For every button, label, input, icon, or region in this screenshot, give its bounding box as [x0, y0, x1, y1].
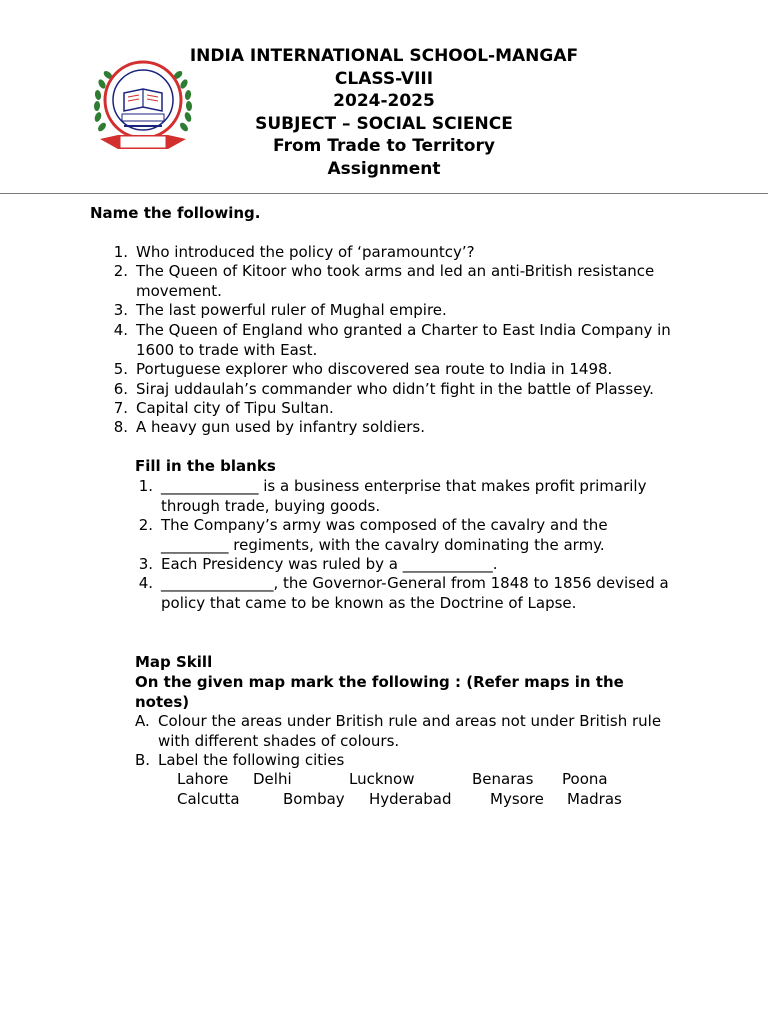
item-number: 4.	[113, 321, 128, 339]
item-text: _____________ is a business enterprise that makes profit primarily through trade, buying goods.	[161, 477, 647, 515]
item-text: Who introduced the policy of ‘paramountcy’?	[136, 243, 475, 261]
list-item	[108, 321, 688, 360]
chapter-title: From Trade to Territory	[273, 136, 495, 157]
item-number: 4.	[138, 574, 153, 592]
item-letter: B.	[135, 751, 151, 769]
list-item	[135, 712, 695, 751]
item-text: Portuguese explorer who discovered sea route to India in 1498.	[136, 360, 613, 378]
item-number: 3.	[113, 301, 128, 319]
item-number: 5.	[113, 360, 128, 378]
city-label: Benaras	[472, 770, 534, 788]
list-item	[108, 380, 688, 400]
city-label: Poona	[562, 770, 608, 788]
list-item	[108, 418, 688, 438]
item-text: The Queen of England who granted a Charter to East India Company in 1600 to trade with East.	[136, 321, 671, 359]
header-divider	[0, 193, 768, 194]
name-section-title: Name the following.	[90, 204, 261, 222]
item-number: 8.	[113, 418, 128, 436]
item-number: 1.	[113, 243, 128, 261]
city-label: Lahore	[177, 770, 229, 788]
list-item	[133, 477, 693, 516]
school-name: INDIA INTERNATIONAL SCHOOL-MANGAF	[189, 46, 579, 66]
item-number: 7.	[113, 399, 128, 417]
list-item	[133, 574, 693, 613]
list-item	[108, 301, 688, 321]
item-text: Colour the areas under British rule and areas not under British rule with different shades of colours.	[158, 712, 662, 750]
list-item	[108, 360, 688, 380]
item-text: A heavy gun used by infantry soldiers.	[136, 418, 425, 436]
item-text: The last powerful ruler of Mughal empire.	[136, 301, 447, 319]
item-text: Siraj uddaulah’s commander who didn’t fight in the battle of Plassey.	[136, 380, 654, 398]
item-number: 2.	[138, 516, 153, 534]
city-label: Calcutta	[177, 790, 240, 808]
item-text: Each Presidency was ruled by a ____________.	[161, 555, 498, 573]
list-item	[133, 555, 693, 575]
item-number: 2.	[113, 262, 128, 280]
item-text: Label the following cities	[158, 751, 345, 769]
map-instruction: On the given map mark the following : (Refer maps in the notes)	[135, 673, 624, 711]
map-section-title: Map Skill	[135, 653, 213, 671]
list-item	[108, 399, 688, 419]
list-item	[108, 262, 688, 301]
class-label: CLASS-VIII	[334, 68, 434, 89]
city-label: Mysore	[490, 790, 544, 808]
city-label: Lucknow	[349, 770, 415, 788]
item-text: _______________, the Governor-General from 1848 to 1856 devised a policy that came to be known as the Doctrine of Lapse.	[161, 574, 669, 612]
academic-year: 2024-2025	[333, 91, 435, 112]
list-item	[108, 243, 688, 263]
item-text: The Queen of Kitoor who took arms and led an anti-British resistance movement.	[136, 262, 655, 300]
item-number: 3.	[138, 555, 153, 573]
list-item	[135, 751, 695, 771]
item-letter: A.	[135, 712, 150, 730]
city-label: Hyderabad	[369, 790, 452, 808]
item-text: Capital city of Tipu Sultan.	[136, 399, 334, 417]
list-item	[133, 516, 693, 555]
item-number: 6.	[113, 380, 128, 398]
city-label: Madras	[567, 790, 622, 808]
subject-label: SUBJECT – SOCIAL SCIENCE	[255, 113, 513, 134]
document-header	[0, 45, 768, 181]
city-label: Delhi	[253, 770, 292, 788]
fill-section-title: Fill in the blanks	[135, 457, 276, 475]
document-type: Assignment	[327, 158, 441, 179]
item-text: The Company’s army was composed of the cavalry and the _________ regiments, with the cavalry dominating the army.	[161, 516, 608, 554]
item-number: 1.	[138, 477, 153, 495]
city-label: Bombay	[283, 790, 345, 808]
